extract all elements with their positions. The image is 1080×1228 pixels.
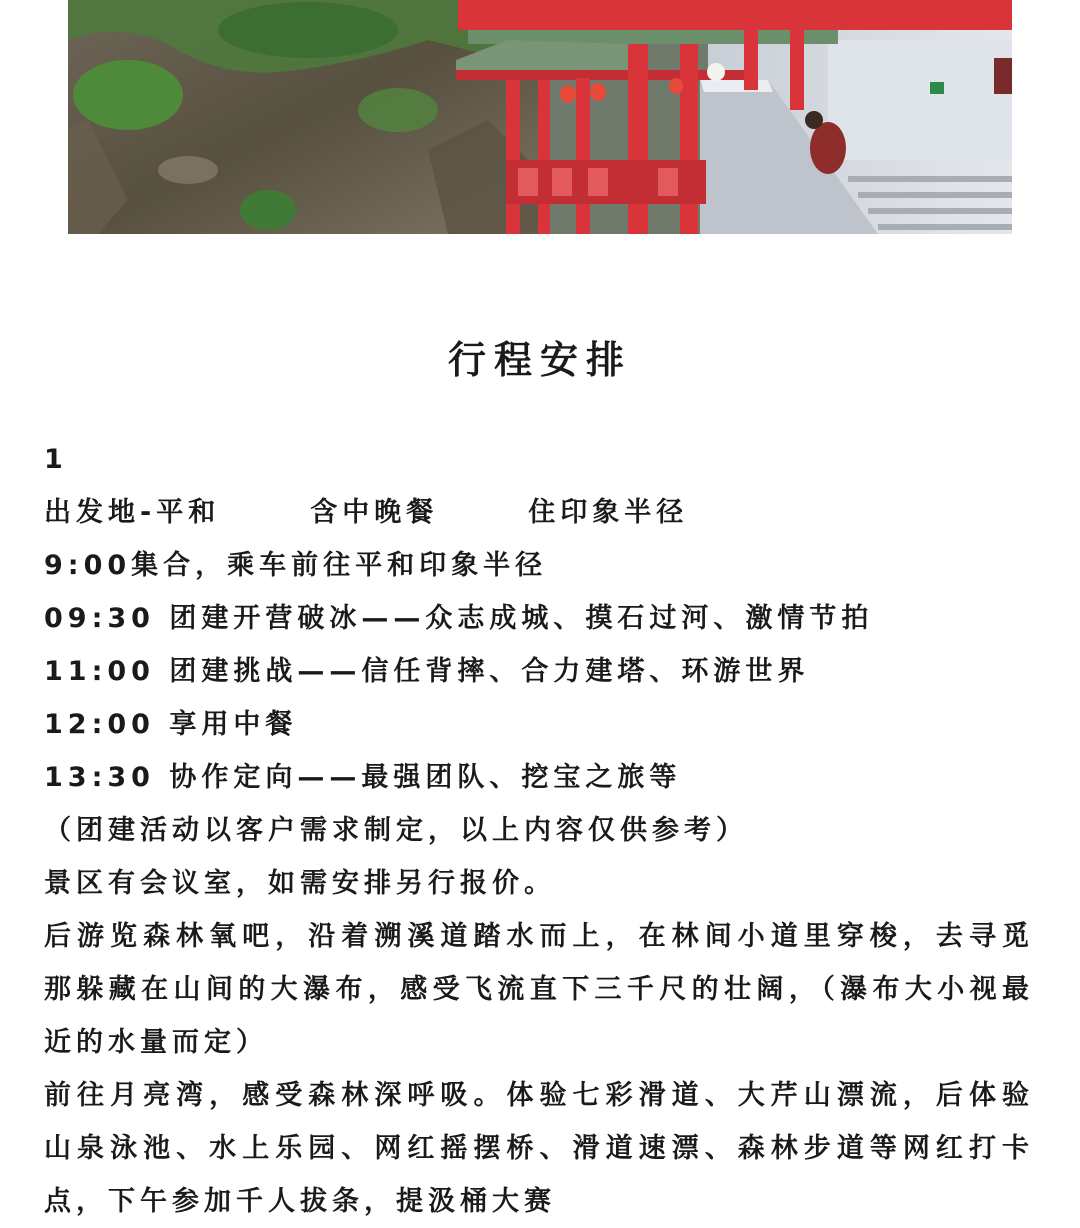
schedule-item: 11:00 团建挑战——信任背摔、合力建塔、环游世界 [44, 656, 810, 687]
day-number: 1 [44, 444, 68, 475]
itinerary-paragraph: 前往月亮湾，感受森林深呼吸。体验七彩滑道、大芹山漂流，后体验山泉泳池、水上乐园、网红摇摆桥、滑道速漂、森林步道等网红打卡点，下午参加千人拔条，提汲桶大赛 [44, 1080, 1034, 1217]
itinerary-day [44, 433, 1034, 1228]
hero-photo [68, 0, 1012, 234]
schedule-item: 9:00集合，乘车前往平和印象半径 [44, 550, 548, 581]
itinerary-paragraph: 后游览森林氧吧，沿着溯溪道踏水而上，在林间小道里穿梭，去寻觅那躲藏在山间的大瀑布，感受飞流直下三千尺的壮阔，（瀑布大小视最近的水量而定） [44, 921, 1034, 1058]
day-header [44, 486, 1034, 539]
day-meals: 含中晚餐 [310, 497, 439, 528]
day-route: 出发地-平和 [44, 497, 221, 528]
schedule-item: 12:00 享用中餐 [44, 709, 298, 740]
meeting-room-note: 景区有会议室，如需安排另行报价。 [44, 868, 556, 899]
schedule-item: 09:30 团建开营破冰——众志成城、摸石过河、激情节拍 [44, 603, 874, 634]
schedule-item: 13:30 协作定向——最强团队、挖宝之旅等 [44, 762, 682, 793]
section-title: 行程安排 [447, 338, 632, 382]
temple-photo-icon [68, 0, 1012, 234]
activity-note: （团建活动以客户需求制定，以上内容仅供参考） [44, 815, 748, 846]
day-lodging: 住印象半径 [528, 497, 689, 528]
